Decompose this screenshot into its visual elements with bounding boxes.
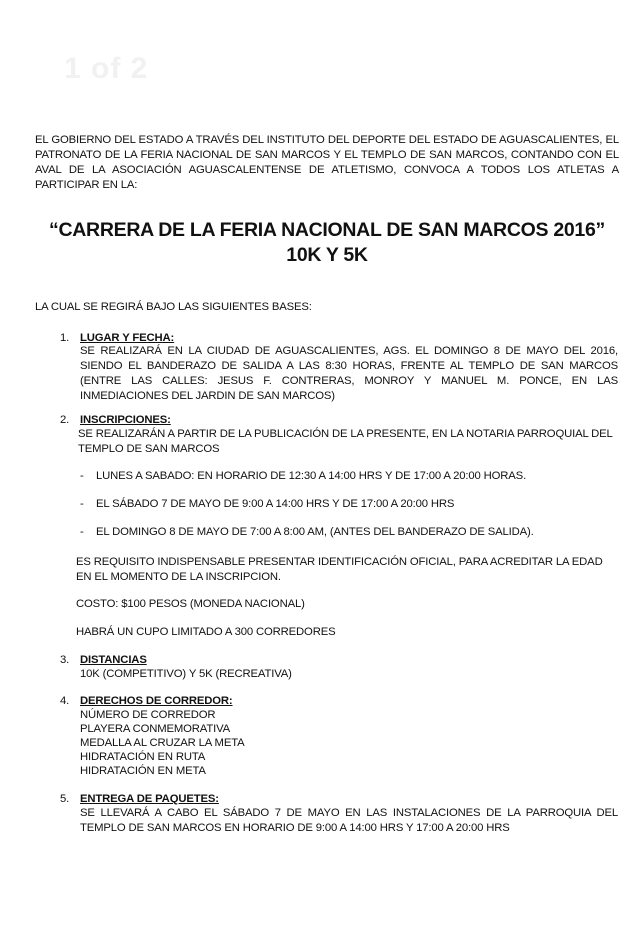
schedule-item: LUNES A SABADO: EN HORARIO DE 12:30 A 14:00 HRS Y DE 17:00 A 20:00 HORAS. xyxy=(96,470,527,482)
section-5-body: SE LLEVARÁ A CABO EL SÁBADO 7 DE MAYO EN LAS INSTALACIONES DE LA PARROQUIA DEL TEMPLO DE SAN MARCOS EN HORARIO DE 9:00 A 14:00 HRS Y 17:00 A 20:00 HRS xyxy=(80,807,618,834)
page-counter-watermark: 1 of 2 xyxy=(64,52,149,85)
requisito-paragraph: ES REQUISITO INDISPENSABLE PRESENTAR IDENTIFICACIÓN OFICIAL, PARA ACREDITAR LA EDAD EN EL MOMENTO DE LA INSCRIPCION. xyxy=(76,556,603,583)
benefit-item: HIDRATACIÓN EN RUTA xyxy=(80,751,206,763)
benefit-item: PLAYERA CONMEMORATIVA xyxy=(80,723,231,735)
schedule-item: EL DOMINGO 8 DE MAYO DE 7:00 A 8:00 AM, (ANTES DEL BANDERAZO DE SALIDA). xyxy=(96,526,534,538)
event-title xyxy=(35,218,619,268)
section-5-number: 5. xyxy=(60,793,70,805)
intro-paragraph: EL GOBIERNO DEL ESTADO A TRAVÉS DEL INSTITUTO DEL DEPORTE DEL ESTADO DE AGUASCALIENTES, EL PATRONATO DE LA FERIA NACIONAL DE SAN MARCOS Y EL TEMPLO DE SAN MARCOS, CONTANDO CON EL AVAL DE LA ASOCIACIÓN AGUASCALENTENSE DE ATLETISMO, CONVOCA A TODOS LOS ATLETAS A PARTICIPAR EN LA: xyxy=(35,134,619,191)
section-5-heading: ENTREGA DE PAQUETES: xyxy=(80,793,219,805)
benefit-item: HIDRATACIÓN EN META xyxy=(80,765,206,777)
costo-text: COSTO: $100 PESOS (MONEDA NACIONAL) xyxy=(76,598,305,610)
bases-intro: LA CUAL SE REGIRÁ BAJO LAS SIGUIENTES BASES: xyxy=(35,301,312,313)
section-3-heading: DISTANCIAS xyxy=(80,654,147,666)
schedule-item: EL SÁBADO 7 DE MAYO DE 9:00 A 14:00 HRS Y DE 17:00 A 20:00 HRS xyxy=(96,498,455,510)
section-4-heading: DERECHOS DE CORREDOR: xyxy=(80,695,233,707)
section-1-heading: LUGAR Y FECHA: xyxy=(80,332,175,344)
section-2-number: 2. xyxy=(60,414,70,426)
cupo-text: HABRÁ UN CUPO LIMITADO A 300 CORREDORES xyxy=(76,626,336,638)
section-2-body: SE REALIZARÁN A PARTIR DE LA PUBLICACIÓN DE LA PRESENTE, EN LA NOTARIA PARROQUIAL DEL TEMPLO DE SAN MARCOS xyxy=(78,428,613,455)
benefit-item: MEDALLA AL CRUZAR LA META xyxy=(80,737,245,749)
section-3-number: 3. xyxy=(60,654,70,666)
section-3-body: 10K (COMPETITIVO) Y 5K (RECREATIVA) xyxy=(80,668,292,680)
section-4-number: 4. xyxy=(60,695,70,707)
section-1-number: 1. xyxy=(60,332,70,344)
schedule-dash: - xyxy=(80,498,84,510)
event-title-line2: 10K Y 5K xyxy=(286,244,368,266)
event-title-line1: “CARRERA DE LA FERIA NACIONAL DE SAN MARCOS 2016” xyxy=(49,219,605,241)
schedule-dash: - xyxy=(80,526,84,538)
schedule-dash: - xyxy=(80,470,84,482)
section-2-heading: INSCRIPCIONES: xyxy=(80,414,171,426)
benefit-item: NÚMERO DE CORREDOR xyxy=(80,709,216,721)
section-1-body: SE REALIZARÁ EN LA CIUDAD DE AGUASCALIENTES, AGS. EL DOMINGO 8 DE MAYO DEL 2016, SIENDO EL BANDERAZO DE SALIDA A LAS 8:30 HORAS, FRENTE AL TEMPLO DE SAN MARCOS (ENTRE LAS CALLES: JESUS F. CONTRERAS, MONROY Y MANUEL M. PONCE, EN LAS INMEDIACIONES DEL JARDIN DE SAN MARCOS) xyxy=(80,345,618,402)
